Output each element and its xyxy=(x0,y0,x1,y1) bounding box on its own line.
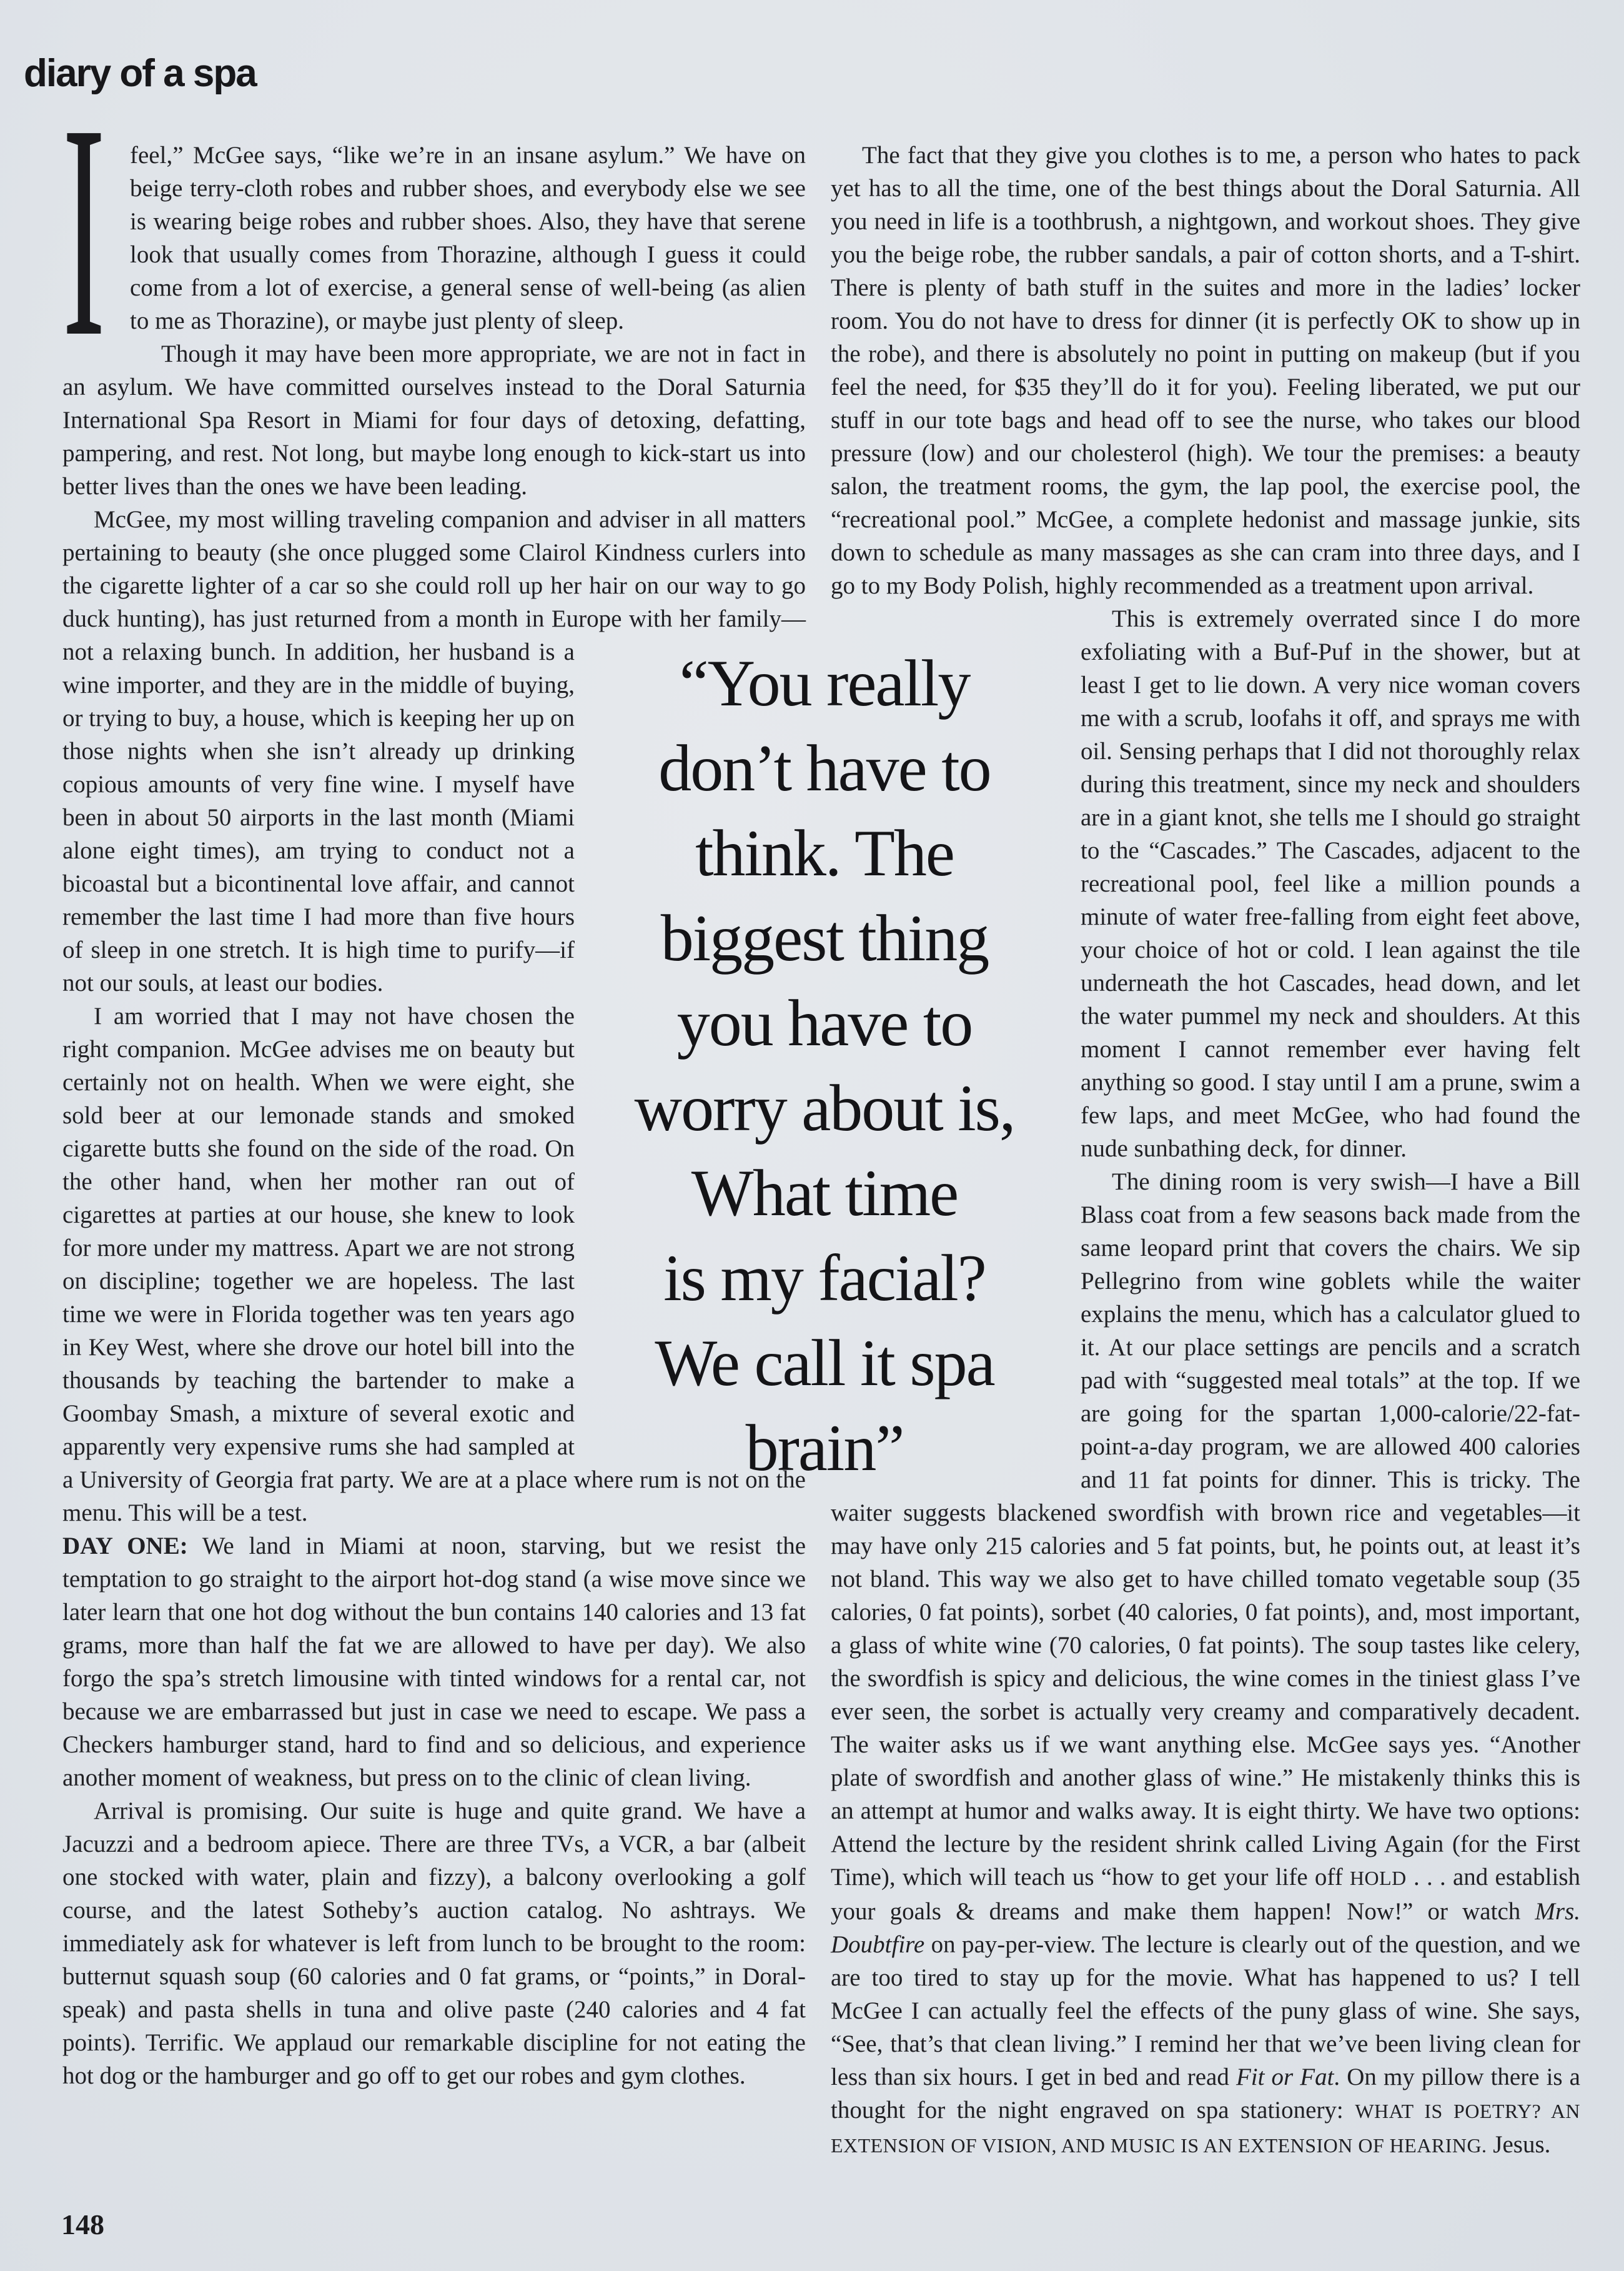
dining-text-5: Jesus. xyxy=(1487,2131,1551,2158)
day-one-label: DAY ONE: xyxy=(62,1533,188,1559)
dining-text-4: . On my pillow there is a thought for the night engraved on spa stationery: xyxy=(831,2064,1580,2124)
fit-or-fat-italic: Fit or Fat xyxy=(1235,2064,1334,2090)
pull-quote-line: We call it spa xyxy=(655,1326,994,1399)
drop-cap-letter: I xyxy=(62,61,106,400)
dining-text-3: on pay-per-view. The lecture is clearly out of the question, and we are too tired to stay up for the movie. What has happened to us? I tell McGee I can actually feel the effects of the puny glass of wine. She says, “See, that’s that clean living.” I remind her that we’ve been living clean for less than six hours. I get in bed and read xyxy=(831,1931,1580,2090)
pull-quote-line: “You really xyxy=(679,647,970,720)
paragraph-arrival: Arrival is promising. Our suite is huge and quite grand. We have a Jacuzzi and a bedroom apiece. There are three TVs, a VCR, a bar (albeit one stocked with water, plain and fizzy), a balcony overlooking a golf course, and the latest Sotheby’s auction catalog. No ashtrays. We immediately ask for whatever is left from lunch to be brought to the room: butternut squash soup (60 calories and 0 fat grams, or “points,” in Doral-speak) and pasta shells in tuna and olive paste (240 calories and 4 fat points). Terrific. We applaud our remarkable discipline for not eating the hot dog or the hamburger and go off to get our robes and gym clothes. xyxy=(62,1797,806,2089)
stationery-smallcaps: WHAT IS POETRY? AN EXTENSION OF VISION, AND MUSIC IS AN EXTENSION OF HEARING. xyxy=(831,2100,1580,2157)
paragraph-clothes: The fact that they give you clothes is to me, a person who hates to pack yet has to all the time, one of the best things about the Doral Saturnia. All you need in life is a toothbrush, a nightgown, and workout shoes. They give you the beige robe, the rubber sandals, a pair of cotton shorts, and a T-shirt. There is plenty of bath stuff in the suites and more in the ladies’ locker room. You do not have to dress for dinner (it is perfectly OK to show up in the robe), and there is absolutely no point in putting on makeup (but if you feel the need, for $35 they’ll do it for you). Feeling liberated, we put our stuff in our tote bags and head off to see the nurse, who takes our blood pressure (low) and our cholesterol (high). We tour the premises: a beauty salon, the treatment rooms, the gym, the lap pool, the exercise pool, the “recreational pool.” McGee, a complete hedonist and massage junkie, sits down to schedule as many massages as she can cram into three days, and I go to my Body Polish, highly recommended as a treatment upon arrival. xyxy=(831,142,1580,599)
pull-quote-line: don’t have to xyxy=(658,732,991,805)
paragraph-body-polish: This is extremely overrated since I do more exfoliating with a Buf-Puf in the shower, but at least I get to lie down. A very nice woman covers me with a scrub, loofahs it off, and sprays me with oil. Sensing perhaps that I did not thoroughly relax during this treatment, since my neck and shoulders are in a giant knot, she tells me I should go straight to the “Cascades.” The Cascades, adjacent to the recreational pool, feel like a million pounds a minute of water free-falling from eight feet above, your choice of hot or cold. I lean against the tile underneath the hot Cascades, head down, and let the water pummel my neck and shoulders. At this moment I cannot remember ever having felt anything so good. I stay until I am a prune, swim a few laps, and meet McGee, who had found the nude sunbathing deck, for dinner. xyxy=(1081,605,1580,1162)
paragraph-opening-text: feel,” McGee says, “like we’re in an insane asylum.” We have on beige terry-cloth robes and rubber shoes, and everybody else we see is wearing beige robes and rubber shoes. Also, they have that serene look that usually comes from Thorazine, although I guess it could come from a lot of exercise, a general sense of well-being (as alien to me as Thorazine), or maybe just plenty of sleep. xyxy=(130,142,806,334)
paragraph-day-one xyxy=(62,1529,806,1794)
pull-quote-line: you have to xyxy=(676,986,973,1060)
hold-smallcaps: HOLD xyxy=(1349,1867,1407,1889)
paragraph-asylum: Though it may have been more appropriate, we are not in fact in an asylum. We have committed ourselves instead to the Doral Saturnia International Spa Resort in Miami for four days of detoxing, defatting, pampering, and rest. Not long, but maybe long enough to kick-start us into better lives than the ones we have been leading. xyxy=(62,340,806,500)
day-one-text: We land in Miami at noon, starving, but we resist the temptation to go straight to the airport hot-dog stand (a wise move since we later learn that one hot dog without the bun contains 140 calories and 13 fat grams, more than half the fat we are allowed to have per day). We also forgo the spa’s stretch limousine with tinted windows for a rental car, not because we are embarrassed but just in case we need to escape. We pass a Checkers hamburger stand, hard to find and so delicious, and experience another moment of weakness, but press on to the clinic of clean living. xyxy=(62,1533,806,1791)
drop-cap xyxy=(62,61,121,400)
pull-quote-line: is my facial? xyxy=(663,1241,986,1314)
pull-quote-line: biggest thing xyxy=(660,902,989,975)
mrs-doubtfire-italic: Mrs. Doubtfire xyxy=(831,1898,1580,1958)
pull-quote-line: brain” xyxy=(745,1411,904,1484)
pull-quote-line: think. The xyxy=(695,817,954,890)
paragraph-mcgee: McGee, my most willing traveling companion and adviser in all matters pertaining to beauty (she once plugged some Clairol Kindness curlers into the cigarette lighter of a car so she could roll up her hair on our way to go duck hunting), has just returned from a month in Europe with her family—not a relaxing bunch. In addition, her husband is a wine importer, and they are in the middle of buying, or trying to buy, a house, which is keeping her up on those nights when she isn’t already up drinking copious amounts of very fine wine. I myself have been in about 50 airports in the last month (Miami alone eight times), am trying to conduct not a bicoastal but a bicontinental love affair, and cannot remember the last time I had more than five hours of sleep in one stretch. It is high time to purify—if not our souls, at least our bodies. xyxy=(62,506,806,996)
pull-quote-line: worry about is, xyxy=(634,1071,1015,1145)
page-number: 148 xyxy=(61,2209,104,2240)
dining-text-1: The dining room is very swish—I have a Bill Blass coat from a few seasons back made from the same leopard print that covers the chairs. We sip Pellegrino from wine goblets while the waiter explains the menu, which has a calculator glued to it. At our place settings are pencils and a scratch pad with “suggested meal totals” at the top. If we are going for the spartan 1,000-calorie/22-fat-point-a-day program, we are allowed 400 calories and 11 fat points for dinner. This is tricky. The waiter suggests blackened swordfish with brown rice and vegetables—it may have only 215 calories and 5 fat points, but, he points out, at least it’s not bland. This way we also get to have chilled tomato vegetable soup (35 calories, 0 fat points), sorbet (40 calories, 0 fat points), and, most important, a glass of white wine (70 calories, 0 fat points). The soup tastes like celery, the swordfish is spicy and delicious, the wine comes in the tiniest glass I’ve ever seen, the sorbet is actually very creamy and comparatively decadent. The waiter asks us if we want anything else. McGee says yes. “Another plate of swordfish and another glass of wine.” He mistakenly thinks this is an attempt at humor and walks away. It is eight thirty. We have two options: Attend the lecture by the resident shrink called Living Again (for the First Time), which will teach us “how to get your life off xyxy=(831,1168,1580,1891)
pull-quote-line: What time xyxy=(691,1156,958,1230)
dining-text-2: . . . and establish your goals & dreams and make them happen! Now!” or watch xyxy=(831,1864,1581,1925)
page-title: diary of a spa xyxy=(24,52,256,95)
paragraph-companion: I am worried that I may not have chosen the right companion. McGee advises me on beauty but certainly not on health. When we were eight, she sold beer at our lemonade stands and smoked cigarette butts she found on the side of the road. On the other hand, when her mother ran out of cigarettes at parties at our house, she knew to look for more under my mattress. Apart we are not strong on discipline; together we are hopeless. The last time we were in Florida together was ten years ago in Key West, where she drove our hotel bill into the thousands by teaching the bartender to make a Goombay Smash, a mixture of several exotic and apparently very expensive rums she had sampled at a University of Georgia frat party. We are at a place where rum is not on the menu. This will be a test. xyxy=(62,1003,806,1526)
pull-quote xyxy=(562,641,1087,1491)
